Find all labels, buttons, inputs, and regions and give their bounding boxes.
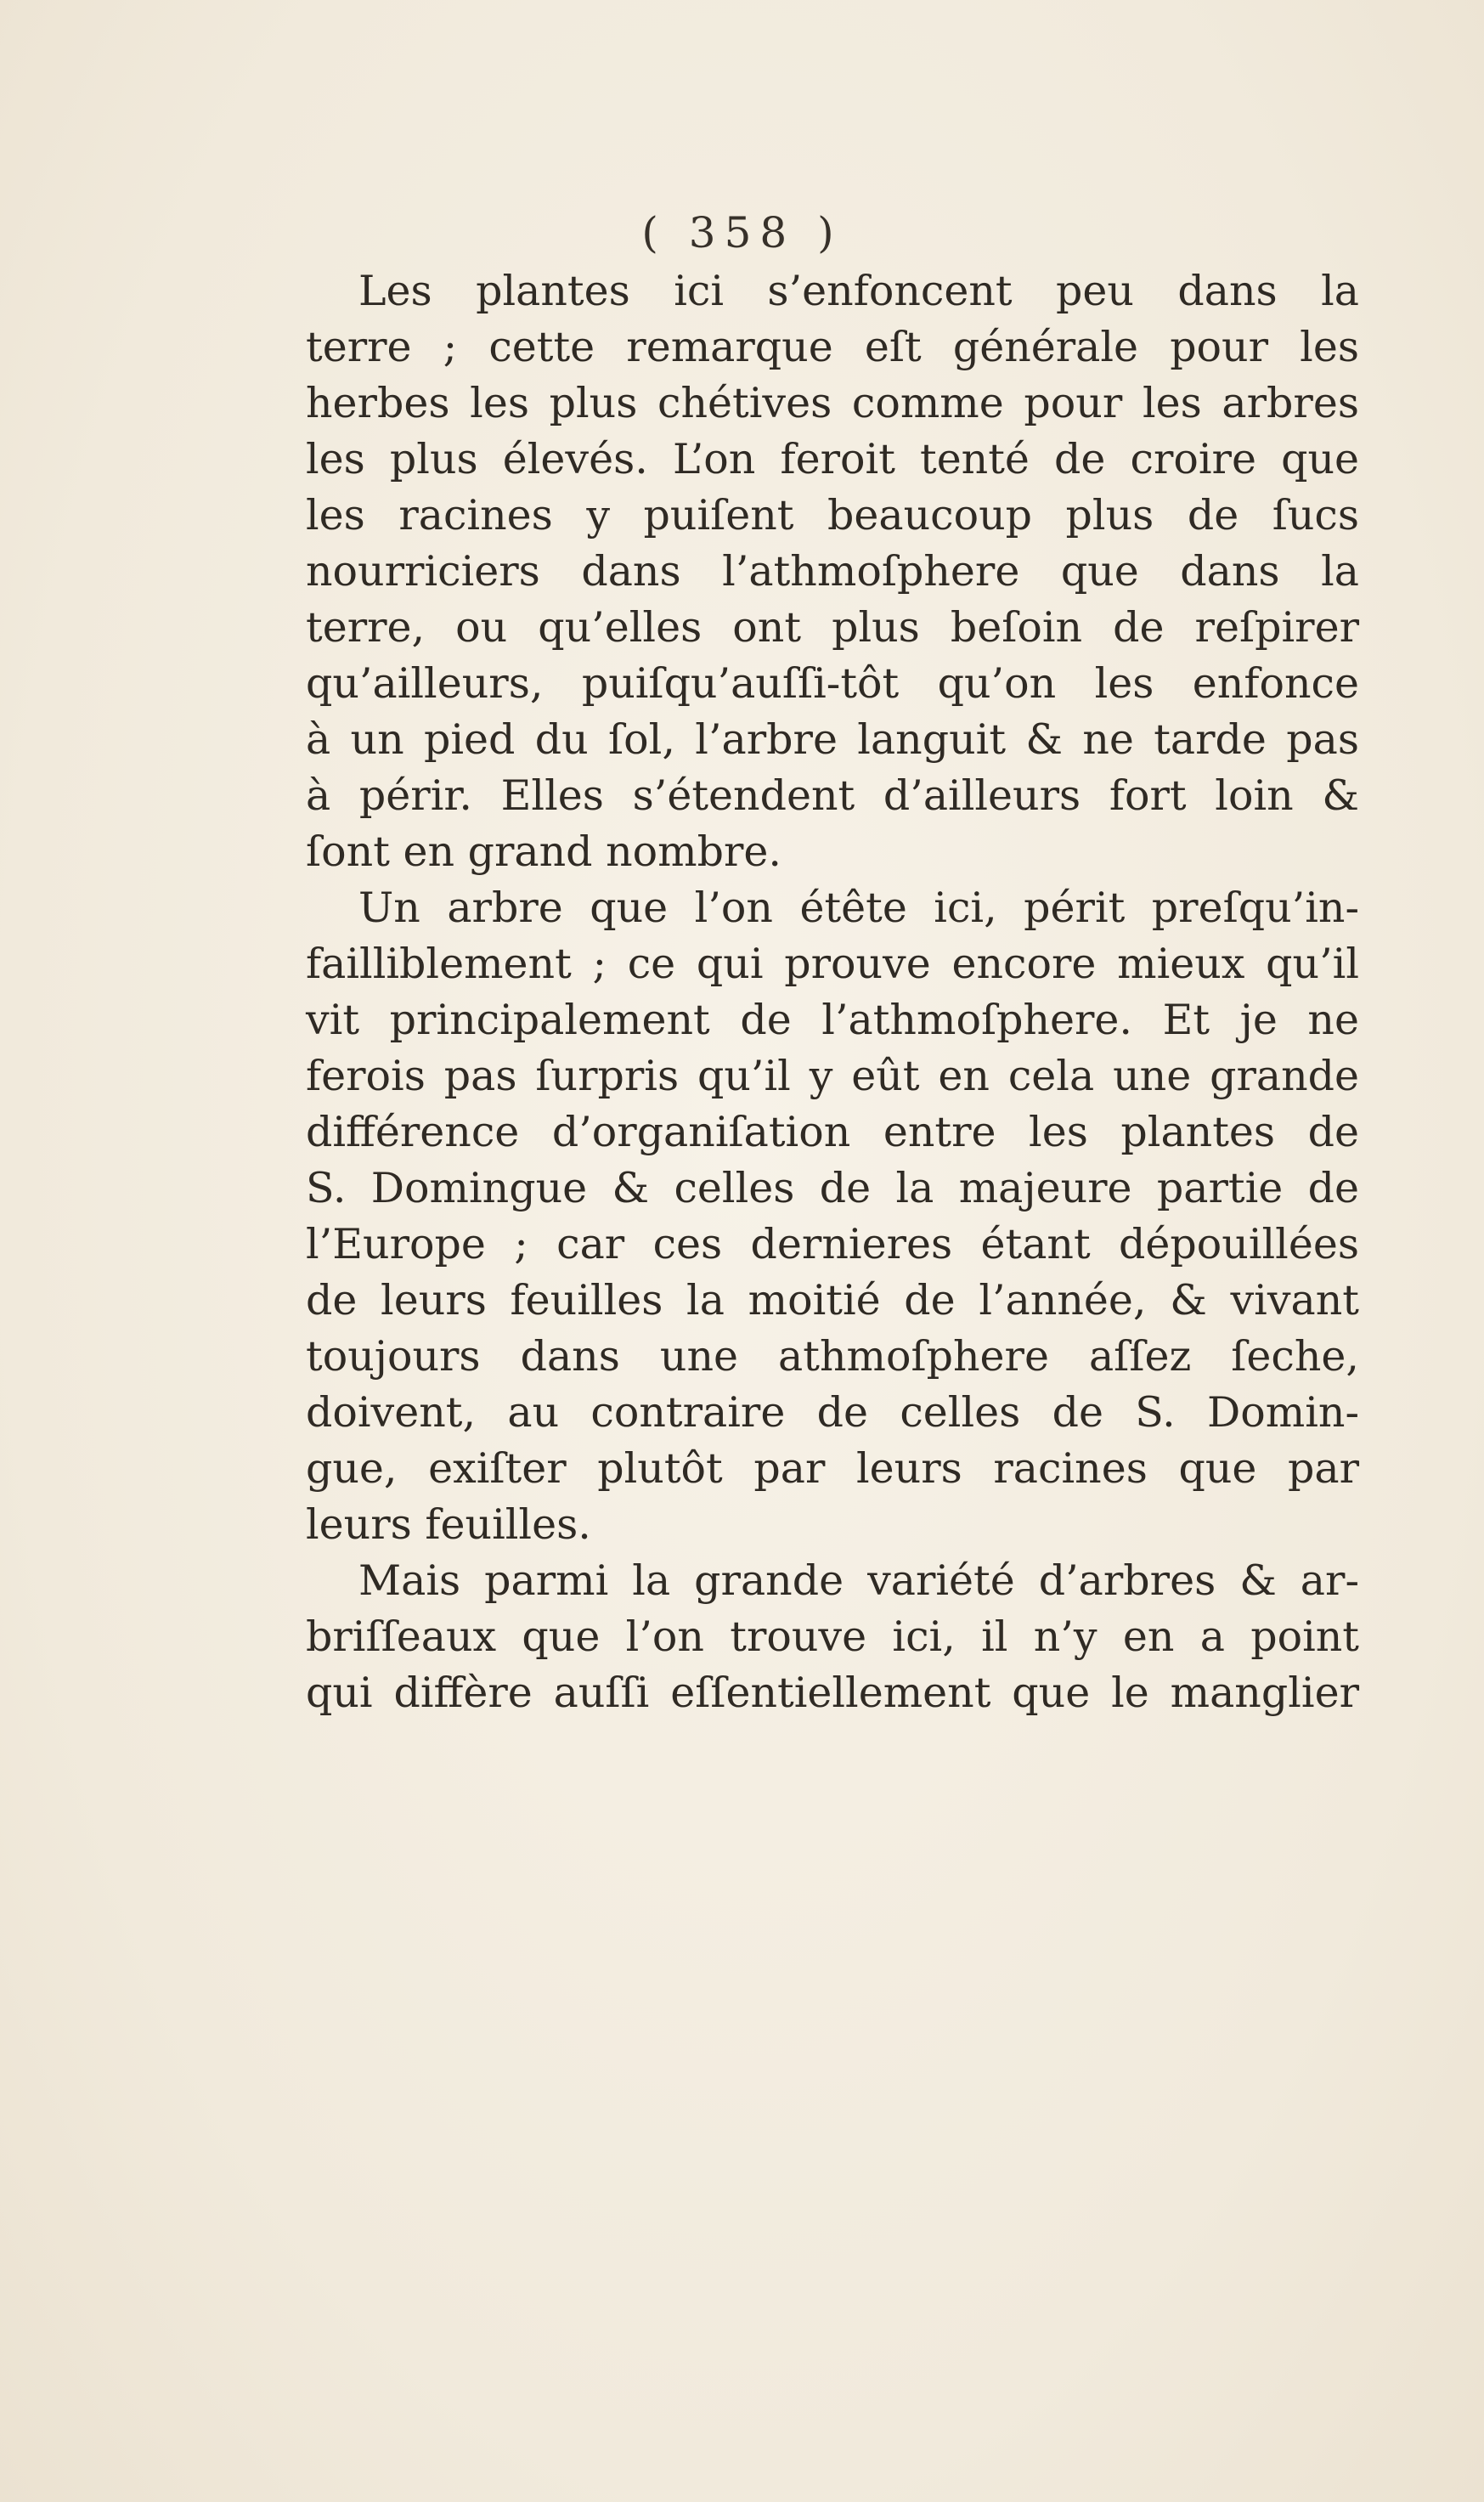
text-line: doivent, au contraire de celles de S. Domin- [306, 1388, 1359, 1437]
text-line: herbes les plus chétives comme pour les arbres [306, 379, 1359, 427]
text-line: terre, ou qu’elles ont plus beſoin de reſpirer [306, 603, 1359, 652]
paragraph-1 [306, 263, 1359, 880]
text-line: failliblement ; ce qui prouve encore mieux qu’il [306, 940, 1359, 988]
text-line: S. Domingue & celles de la majeure partie de [306, 1164, 1359, 1212]
text-line: vit principalement de l’athmoſphere. Et je ne [306, 996, 1359, 1044]
text-line: qui diffère auſſi eſſentiellement que le manglier [306, 1669, 1359, 1717]
paragraph-3 [306, 1553, 1359, 1721]
text-line: ſont en grand nombre. [306, 827, 781, 876]
text-line: à un pied du ſol, l’arbre languit & ne tarde pas [306, 715, 1359, 764]
text-line: Un arbre que l’on étête ici, périt preſqu’in- [358, 884, 1359, 932]
text-line: Les plantes ici s’enfoncent peu dans la [358, 267, 1359, 315]
body-text [306, 263, 1359, 1721]
paragraph-2 [306, 880, 1359, 1553]
text-line: les racines y puiſent beaucoup plus de ſucs [306, 491, 1359, 539]
text-line: différence d’organiſation entre les plantes de [306, 1108, 1359, 1156]
text-line: toujours dans une athmoſphere aſſez ſeche, [306, 1332, 1359, 1381]
text-line: ferois pas ſurpris qu’il y eût en cela une grande [306, 1052, 1359, 1100]
text-line: terre ; cette remarque eſt générale pour les [306, 323, 1359, 371]
text-line: gue, exiſter plutôt par leurs racines que par [306, 1444, 1359, 1493]
text-line: leurs feuilles. [306, 1500, 591, 1549]
text-line: les plus élevés. L’on feroit tenté de croire que [306, 435, 1359, 483]
text-line: de leurs feuilles la moitié de l’année, & vivant [306, 1276, 1359, 1324]
text-line: nourriciers dans l’athmoſphere que dans la [306, 547, 1359, 596]
text-line: qu’ailleurs, puiſqu’auſſi-tôt qu’on les enfonce [306, 659, 1359, 708]
page-number: ( 358 ) [641, 208, 843, 257]
text-line: Mais parmi la grande variété d’arbres & ar- [358, 1556, 1359, 1605]
text-line: briſſeaux que l’on trouve ici, il n’y en a point [306, 1612, 1359, 1661]
text-line: l’Europe ; car ces dernieres étant dépouillées [306, 1220, 1359, 1268]
text-line: à périr. Elles s’étendent d’ailleurs fort loin & [306, 771, 1359, 820]
